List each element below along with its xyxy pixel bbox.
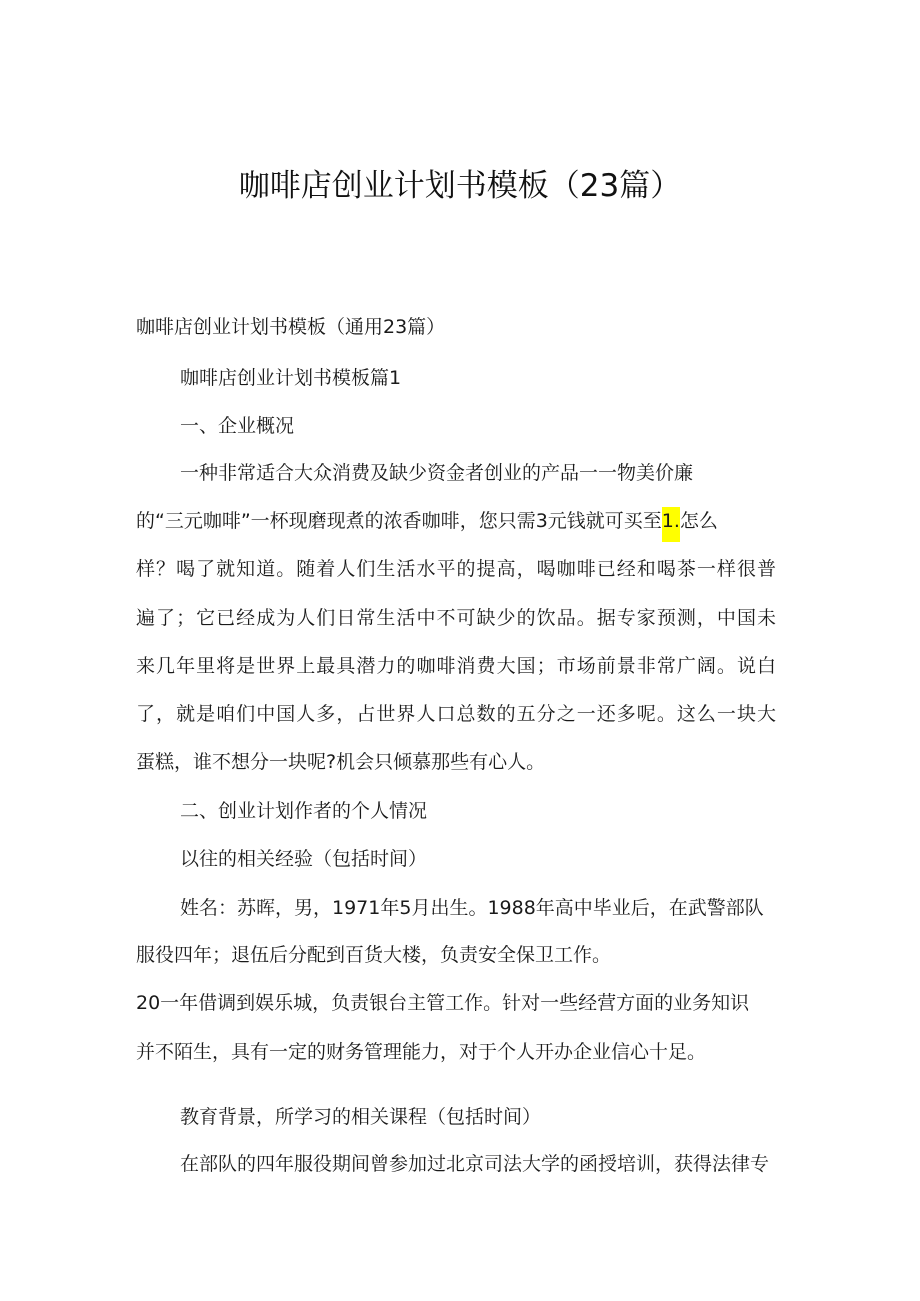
paragraph-line: 了，就是咱们中国人多，占世界人口总数的五分之一还多呢。这么一块大	[136, 703, 776, 725]
paragraph-line-text: 怎么	[679, 510, 718, 532]
experience-heading: 以往的相关经验（包括时间）	[180, 848, 428, 870]
document-subtitle: 咖啡店创业计划书模板（通用23篇）	[136, 316, 446, 338]
section-1-heading: 一、企业概况	[180, 415, 295, 437]
paragraph-line: 来几年里将是世界上最具潜力的咖啡消费大国；市场前景非常广阔。说白	[136, 655, 776, 677]
paragraph-line-text: 的“三元咖啡”一杯现磨现煮的浓香咖啡，您只需3元钱就可买至	[136, 510, 662, 532]
document-title: 咖啡店创业计划书模板（23篇）	[238, 168, 682, 204]
paragraph-line: 遍了；它已经成为人们日常生活中不可缺少的饮品。据专家预测，中国未	[136, 607, 776, 629]
highlighted-text: 1.	[662, 507, 680, 542]
paragraph-line: 蛋糕，谁不想分一块呢?机会只倾慕那些有心人。	[136, 751, 546, 773]
paragraph-line: 姓名：苏晖，男，1971年5月出生。1988年高中毕业后，在武警部队	[180, 897, 764, 919]
chapter-heading: 咖啡店创业计划书模板篇1	[180, 367, 402, 389]
paragraph-line: 并不陌生，具有一定的财务管理能力，对于个人开办企业信心十足。	[136, 1041, 707, 1063]
paragraph-line: 在部队的四年服役期间曾参加过北京司法大学的函授培训，获得法律专	[180, 1153, 770, 1175]
paragraph-line: 服役四年；退伍后分配到百货大楼，负责安全保卫工作。	[136, 944, 612, 966]
paragraph-line: 20一年借调到娱乐城，负责银台主管工作。针对一些经营方面的业务知识	[136, 992, 750, 1014]
paragraph-line	[136, 508, 718, 534]
section-2-heading: 二、创业计划作者的个人情况	[180, 800, 428, 822]
education-heading: 教育背景，所学习的相关课程（包括时间）	[180, 1106, 542, 1128]
paragraph-line: 一种非常适合大众消费及缺少资金者创业的产品一一物美价廉	[180, 462, 694, 484]
paragraph-line: 样？喝了就知道。随着人们生活水平的提高，喝咖啡已经和喝茶一样很普	[136, 558, 776, 580]
